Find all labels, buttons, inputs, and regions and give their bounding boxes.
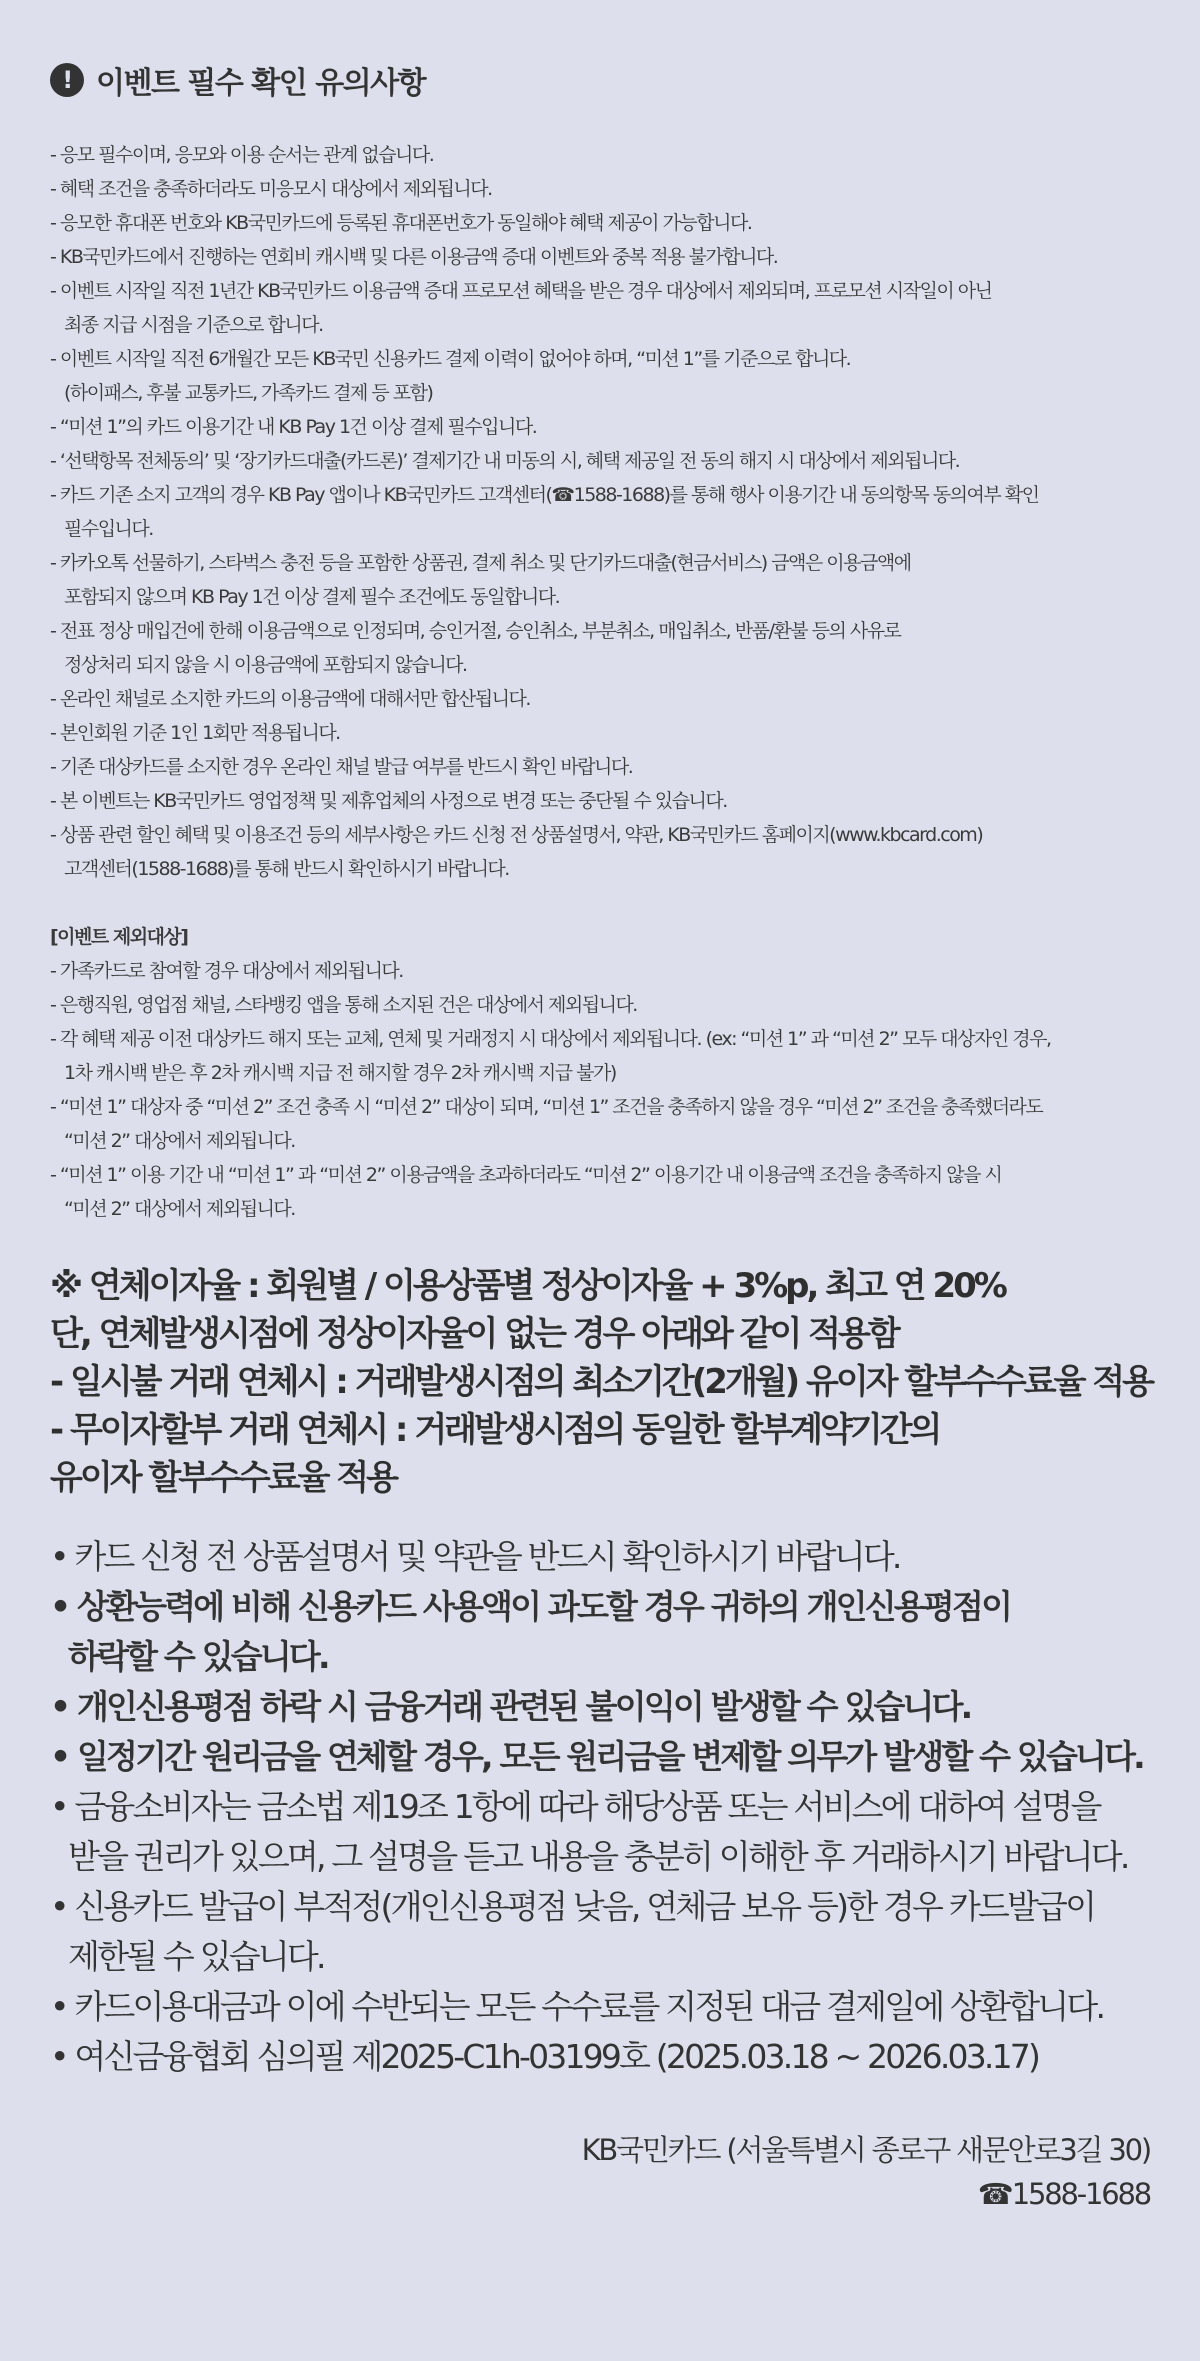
exclusion-item: - 각 혜택 제공 이전 대상카드 해지 또는 교체, 연체 및 거래정지 시 대상에서 제외됩니다. (ex: “미션 1” 과 “미션 2” 모두 대상자인 경우, 1차 캐시백 받은 후 2차 캐시백 지급 전 해지할 경우 2차 캐시백 지급 불가) bbox=[50, 1028, 1051, 1084]
notice-item: - 이벤트 시작일 직전 1년간 KB국민카드 이용금액 증대 프로모션 혜택을 받은 경우 대상에서 제외되며, 프로모션 시작일이 아닌 최종 지급 시점을 기준으로 합니다. bbox=[50, 280, 992, 336]
notice-item: - KB국민카드에서 진행하는 연회비 캐시백 및 다른 이용금액 증대 이벤트와 중복 적용 불가합니다. bbox=[50, 246, 778, 268]
disclosure-item: • 카드 신청 전 상품설명서 및 약관을 반드시 확인하시기 바랍니다. bbox=[50, 1537, 900, 1576]
disclosure-item: • 개인신용평점 하락 시 금융거래 관련된 불이익이 발생할 수 있습니다. bbox=[50, 1687, 971, 1726]
notice-heading bbox=[50, 58, 1160, 102]
disclosure-item: • 상환능력에 비해 신용카드 사용액이 과도할 경우 귀하의 개인신용평점이 하락할 수 있습니다. bbox=[50, 1587, 1011, 1676]
notice-item: - 상품 관련 할인 혜택 및 이용조건 등의 세부사항은 카드 신청 전 상품설명서, 약관, KB국민카드 홈페이지(www.kbcard.com) 고객센터(1588-1688)를 통해 반드시 확인하시기 바랍니다. bbox=[50, 824, 983, 880]
lump-sum-overdue-text: - 일시불 거래 연체시 : 거래발생시점의 최소기간(2개월) 유이자 할부수수료율 적용 bbox=[50, 1362, 1152, 1402]
overdue-interest-notice bbox=[50, 1262, 1160, 1502]
company-footer bbox=[582, 2128, 1150, 2216]
legal-disclosure-list bbox=[50, 1532, 1160, 2082]
exclusion-item: - “미션 1” 이용 기간 내 “미션 1” 과 “미션 2” 이용금액을 초과하더라도 “미션 2” 이용기간 내 이용금액 조건을 충족하지 않을 시 “미션 2” 대상에서 제외됩니다. bbox=[50, 1164, 1002, 1220]
exclusion-title: [이벤트 제외대상] bbox=[50, 926, 188, 948]
notice-item: - 응모한 휴대폰 번호와 KB국민카드에 등록된 휴대폰번호가 동일해야 혜택 제공이 가능합니다. bbox=[50, 212, 752, 234]
notice-title: 이벤트 필수 확인 유의사항 bbox=[96, 66, 426, 101]
notice-content bbox=[50, 58, 1160, 2082]
company-phone: ☎1588-1688 bbox=[977, 2177, 1150, 2211]
disclosure-item: • 금융소비자는 금소법 제19조 1항에 따라 해당상품 또는 서비스에 대하여 설명을 받을 권리가 있으며, 그 설명을 듣고 내용을 충분히 이해한 후 거래하시기 바랍니다. bbox=[50, 1787, 1128, 1876]
exclusion-list bbox=[50, 954, 1160, 1226]
notice-item: - 카카오톡 선물하기, 스타벅스 충전 등을 포함한 상품권, 결제 취소 및 단기카드대출(현금서비스) 금액은 이용금액에 포함되지 않으며 KB Pay 1건 이상 결제 필수 조건에도 동일합니다. bbox=[50, 552, 911, 608]
disclosure-item: • 신용카드 발급이 부적정(개인신용평점 낮음, 연체금 보유 등)한 경우 카드발급이 제한될 수 있습니다. bbox=[50, 1887, 1095, 1976]
notice-list bbox=[50, 138, 1160, 886]
notice-item: - 본 이벤트는 KB국민카드 영업정책 및 제휴업체의 사정으로 변경 또는 중단될 수 있습니다. bbox=[50, 790, 727, 812]
exclamation-icon: ! bbox=[50, 63, 84, 97]
overdue-rate-text: ※ 연체이자율 : 회원별 / 이용상품별 정상이자율 + 3%p, 최고 연 20% 단, 연체발생시점에 정상이자율이 없는 경우 아래와 같이 적용함 bbox=[50, 1266, 1005, 1354]
notice-item: - 응모 필수이며, 응모와 이용 순서는 관계 없습니다. bbox=[50, 144, 434, 166]
notice-item: - 온라인 채널로 소지한 카드의 이용금액에 대해서만 합산됩니다. bbox=[50, 688, 530, 710]
notice-item: - 기존 대상카드를 소지한 경우 온라인 채널 발급 여부를 반드시 확인 바랍니다. bbox=[50, 756, 633, 778]
notice-item: - 전표 정상 매입건에 한해 이용금액으로 인정되며, 승인거절, 승인취소, 부분취소, 매입취소, 반품/환불 등의 사유로 정상처리 되지 않을 시 이용금액에 포함되지 않습니다. bbox=[50, 620, 901, 676]
notice-item: - 본인회원 기준 1인 1회만 적용됩니다. bbox=[50, 722, 340, 744]
exclusion-item: - 은행직원, 영업점 채널, 스타뱅킹 앱을 통해 소지된 건은 대상에서 제외됩니다. bbox=[50, 994, 637, 1016]
notice-item: - 카드 기존 소지 고객의 경우 KB Pay 앱이나 KB국민카드 고객센터(☎1588-1688)를 통해 행사 이용기간 내 동의항목 동의여부 확인 필수입니다. bbox=[50, 484, 1039, 540]
notice-item: - “미션 1”의 카드 이용기간 내 KB Pay 1건 이상 결제 필수입니다. bbox=[50, 416, 537, 438]
notice-item: - 혜택 조건을 충족하더라도 미응모시 대상에서 제외됩니다. bbox=[50, 178, 492, 200]
disclosure-item: • 여신금융협회 심의필 제2025-C1h-03199호 (2025.03.18 ~ 2026.03.17) bbox=[50, 2037, 1039, 2076]
notice-item: - ‘선택항목 전체동의’ 및 ‘장기카드대출(카드론)’ 결제기간 내 미동의 시, 혜택 제공일 전 동의 해지 시 대상에서 제외됩니다. bbox=[50, 450, 960, 472]
exclusion-item: - “미션 1” 대상자 중 “미션 2” 조건 충족 시 “미션 2” 대상이 되며, “미션 1” 조건을 충족하지 않을 경우 “미션 2” 조건을 충족했더라도 “미션 2” 대상에서 제외됩니다. bbox=[50, 1096, 1043, 1152]
disclosure-item: • 카드이용대금과 이에 수반되는 모든 수수료를 지정된 대금 결제일에 상환합니다. bbox=[50, 1987, 1104, 2026]
company-address: KB국민카드 (서울특별시 종로구 새문안로3길 30) bbox=[581, 2133, 1150, 2167]
disclosure-item: • 일정기간 원리금을 연체할 경우, 모든 원리금을 변제할 의무가 발생할 수 있습니다. bbox=[50, 1737, 1143, 1776]
installment-overdue-text: - 무이자할부 거래 연체시 : 거래발생시점의 동일한 할부계약기간의 유이자 할부수수료율 적용 bbox=[50, 1410, 940, 1498]
exclusion-item: - 가족카드로 참여할 경우 대상에서 제외됩니다. bbox=[50, 960, 403, 982]
notice-item: - 이벤트 시작일 직전 6개월간 모든 KB국민 신용카드 결제 이력이 없어야 하며, “미션 1”를 기준으로 합니다. (하이패스, 후불 교통카드, 가족카드 결제 등 포함) bbox=[50, 348, 851, 404]
